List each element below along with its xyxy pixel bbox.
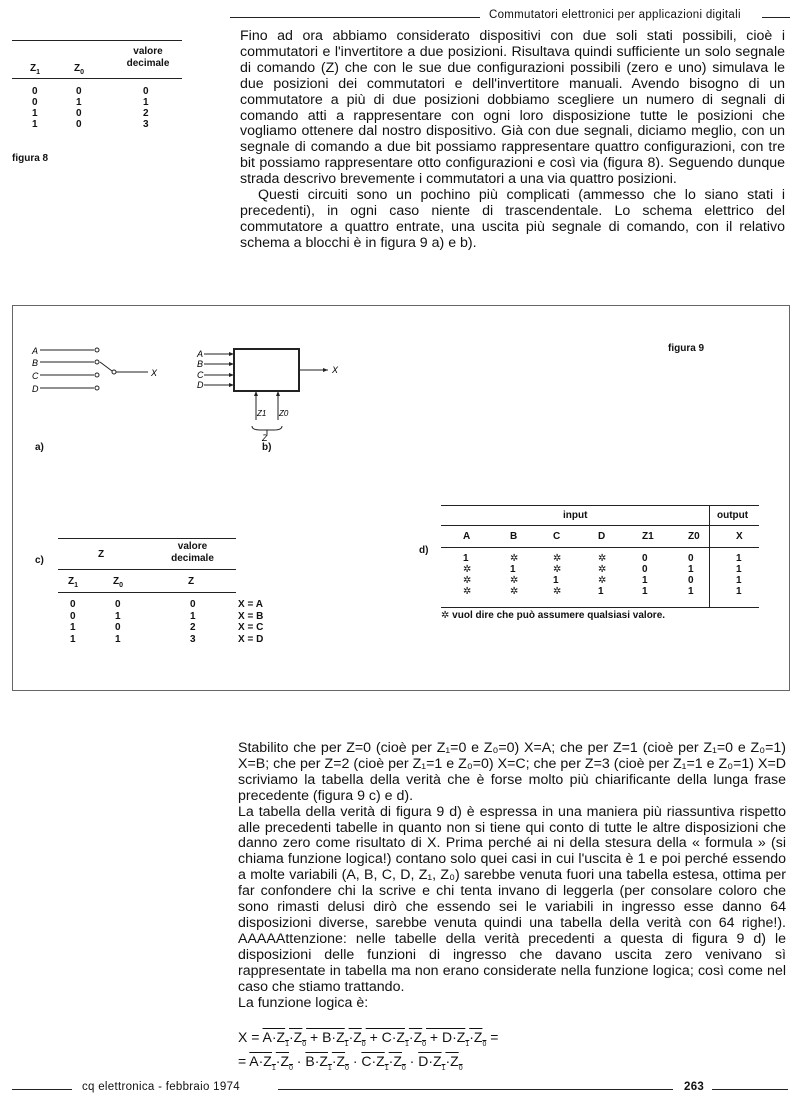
fig9d-cell: ✲ [598,553,607,564]
fig9c-rule-mid2 [58,592,236,593]
fig9c-header-valore: valore decimale [171,541,214,564]
fig9c-cell: 0 [190,599,196,610]
fig9d-rule-mid1 [441,525,759,526]
fig9d-cell: 1 [553,575,559,586]
fig9d-cell: 1 [736,586,742,597]
logic-function-line-1: $X = A\cdot Z_1\cdot Z_0 + B\cdot Z_1\cdot Z_0 + C\cdot Z_1\cdot Z_0 + D\cdot Z_1\cdot Z_0$ = [238,1029,499,1048]
fig9d-col-header: C [553,531,561,542]
fig9d-cell: 1 [736,564,742,575]
fig8-rule-top [12,40,182,41]
fig9a-input-C: C [32,371,39,381]
intro-paragraph-1: Fino ad ora abbiamo considerato dispositivi con due soli stati possibili, cioè i commutatori e l'invertitore a due posizioni. Risultava quindi sufficiente un solo segnale di comando (Z) che con le sue due configurazioni possibili (zero e uno) simulava le due posizioni dei commutatori e dell'invertitore manuali. Avendo bisogno di un commutatore a più di due posizioni dobbiamo scegliere un numero di segnali di comando atti a rappresentare con ogni loro disposizione tutte le posizioni che vogliamo ottenere dal nostro dispositivo. Già con due segnali, diciamo meglio, con un segnale di comando a due bit possiamo rappresentare quattro configurazioni, con tre bit possiamo rappresentare otto configurazioni e così via (figura 8). Seguendo dunque strada descrivo brevemente i commutatori a una via quattro posizioni. [240,28,785,188]
fig8-cell: 1 [32,108,38,119]
fig9d-cell: 1 [642,575,648,586]
fig9-caption: figura 9 [668,343,705,354]
fig9c-cell: 1 [115,610,121,622]
fig9b-z0: Z0 [279,409,289,418]
fig9b-block-diagram [190,342,350,442]
header-rule-left [230,17,480,18]
fig9-label-a: a) [35,442,44,453]
fig9b-z1: Z1 [257,409,267,418]
fig9d-col-header: A [463,531,471,542]
fig9c-header-z: Z [98,549,105,560]
fig9c-cell: 2 [190,622,196,633]
fig9d-note [441,610,665,621]
main-paragraph-3: La funzione logica è: [238,994,369,1011]
fig8-col-z0: $Z_0$ [74,63,85,76]
fig9b-input-B: B [197,359,204,369]
fig9c-cell: 0 [115,599,121,610]
fig9c-col-z1: $Z_1$ [68,576,79,589]
fig9c-cell: X = B [238,610,264,622]
fig8-cell: 1 [32,119,38,130]
fig9d-cell: ✲ [510,586,519,597]
fig9c-rule-top [58,538,236,539]
fig9c-cell: X = A [238,599,263,610]
fig9d-cell: 1 [736,575,742,586]
fig9c-cell: 1 [70,622,76,633]
main-paragraph-1: Stabilito che per Z=0 (cioè per Z₁=0 e Z₀=0) X=A; che per Z=1 (cioè per Z₁=0 e Z₀=1) X=B; che per Z=2 (cioè per Z₁=1 e Z₀=0) X=C; che per Z=3 (cioè per Z₁=1 e Z₀=1) X=D scriviamo la tabella della verità che è forse molto più chiarificante della lunga frase precedente (figura 9 c) e d). [238,740,786,804]
fig9c-cell: 0 [70,599,76,610]
fig9-label-d: d) [419,545,429,556]
fig9d-cell: ✲ [510,553,519,564]
footer-rule-right [712,1089,788,1090]
fig9d-rule-bottom [441,607,759,608]
page-number: 263 [684,1081,705,1093]
fig9a-switch-diagram [20,340,180,400]
fig9c-col-z: Z [188,576,195,587]
fig9c-cell: X = D [238,633,264,645]
logic-function-line-2: = $A\cdot Z_1\cdot Z_0 \cdot B\cdot Z_1\cdot Z_0 \cdot C\cdot Z_1\cdot Z_0 \cdot D\cdot Z_1\cdot Z_0$ [238,1053,463,1072]
fig9a-input-D: D [32,384,39,394]
fig9d-cell: ✲ [553,553,562,564]
fig9d-cell: 0 [688,553,694,564]
fig8-valore-header: valore decimale [126,46,170,69]
fig9d-rule-top [441,505,759,506]
fig9-label-b: b) [262,442,272,453]
fig9c-cell: 1 [70,633,76,645]
wildcard-star-icon: ✲ [441,610,450,621]
fig9d-cell: ✲ [510,575,519,586]
fig9b-input-D: D [197,380,204,390]
fig8-cell: 3 [143,119,149,130]
fig9d-cell: ✲ [598,575,607,586]
running-title: Commutatori elettronici per applicazioni digitali [489,9,741,21]
intro-text [240,29,785,252]
fig9c-rule-mid1 [58,569,236,570]
fig9d-cell: 1 [463,553,469,564]
fig9b-output-X: X [332,365,339,375]
fig9c-cell: X = C [238,622,264,633]
fig9d-cell: 1 [688,586,694,597]
fig9a-input-B: B [32,358,39,368]
fig9d-cell: 1 [510,564,516,575]
fig9d-cell: 0 [642,553,648,564]
fig8-cell: 0 [143,86,149,97]
footer-rule-left [12,1089,72,1090]
fig8-cell: 0 [76,108,82,119]
fig8-caption: figura 8 [12,153,49,164]
fig9c-cell: 3 [190,633,196,645]
fig9-label-c: c) [35,555,44,566]
fig9b-z: Z [262,433,268,442]
fig8-cell: 0 [76,119,82,130]
fig9d-col-header: Z1 [642,531,654,542]
fig8-cell: 1 [143,97,149,108]
fig9a-input-A: A [32,346,39,356]
fig9d-cell: 1 [642,586,648,597]
fig8-cell: 0 [76,86,82,97]
fig9d-cell: 1 [598,586,604,597]
fig9d-cell: ✲ [463,586,472,597]
footer-magazine: cq elettronica - febbraio 1974 [82,1081,240,1093]
fig9d-col-header: Z0 [688,531,700,542]
fig8-cell: 1 [76,97,82,108]
footer-rule-mid [278,1089,673,1090]
fig9d-cell: ✲ [553,586,562,597]
fig9c-cell: 1 [115,633,121,645]
main-paragraph-2: La tabella della verità di figura 9 d) è espressa in una maniera più riassuntiva rispetto alle precedenti tabelle in quanto non si tiene qui conto di tutte le altre disposizioni che danno zero come risultato di X. Prima perché ai ni della stesura della « formula » (si chiama funzione logica!) contano solo quei casi in cui l'uscita è 1 e poi perché essendo a molte variabili (A, B, C, D, Z₁, Z₀) sarebbe venuta fuori una tabella estesa, ottima per far confondere chi la scrive e chi tenta invano di leggerla (per consolare coloro che sono rimasti delusi dirò che essendo sei le variabili in ingresso esse danno 64 disposizioni diverse, sarebbe venuta quindi una tabella della verità con 64 righe!). AAAAAttenzione: nelle tabelle della verità precedenti a questa di figura 9 d) le disposizioni delle funzioni di ingresso che davano uscita zero venivano sì rappresentate in tabella ma non erano considerate nella funzione logica; così come nel caso che stiamo trattando. [238,803,786,995]
fig9d-header-input: input [563,510,588,521]
fig9d-col-header: D [598,531,606,542]
main-text [238,741,786,1011]
fig9c-cell: 0 [70,610,76,622]
fig9b-input-C: C [197,370,204,380]
fig8-rule-mid [12,78,182,79]
fig9b-input-A: A [197,349,204,359]
fig9d-cell: 0 [688,575,694,586]
fig9d-cell: 0 [642,564,648,575]
fig8-cell: 0 [32,97,38,108]
intro-paragraph-2: Questi circuiti sono un pochino più complicati (ammesso che lo siano stati i precedenti), in ogni caso niente di trascendentale. Lo schema elettrico del commutatore a quattro entrate, una uscita più segnale di comando, con il relativo schema a blocchi è in figura 9 a) e b). [240,187,785,251]
fig9d-vrule-top [709,505,710,608]
fig8-col-z1: $Z_1$ [30,63,41,76]
header-rule-right [762,17,790,18]
fig9d-rule-mid2 [441,547,759,548]
fig9d-col-header: B [510,531,518,542]
fig9d-cell: ✲ [463,575,472,586]
fig9d-cell: 1 [736,553,742,564]
fig9c-cell: 1 [190,610,196,622]
fig9d-cell: 1 [688,564,694,575]
fig9c-col-z0: $Z_0$ [113,576,124,589]
fig9d-cell: ✲ [598,564,607,575]
fig9a-output-X: X [151,368,158,378]
fig8-cell: 0 [32,86,38,97]
fig9d-cell: ✲ [553,564,562,575]
fig9d-header-output: output [717,510,749,521]
fig8-cell: 2 [143,108,149,119]
fig9d-note-text: vuol dire che può assumere qualsiasi valore. [452,610,666,621]
fig9c-cell: 0 [115,622,121,633]
fig9d-cell: ✲ [463,564,472,575]
fig9d-col-header: X [736,531,743,542]
